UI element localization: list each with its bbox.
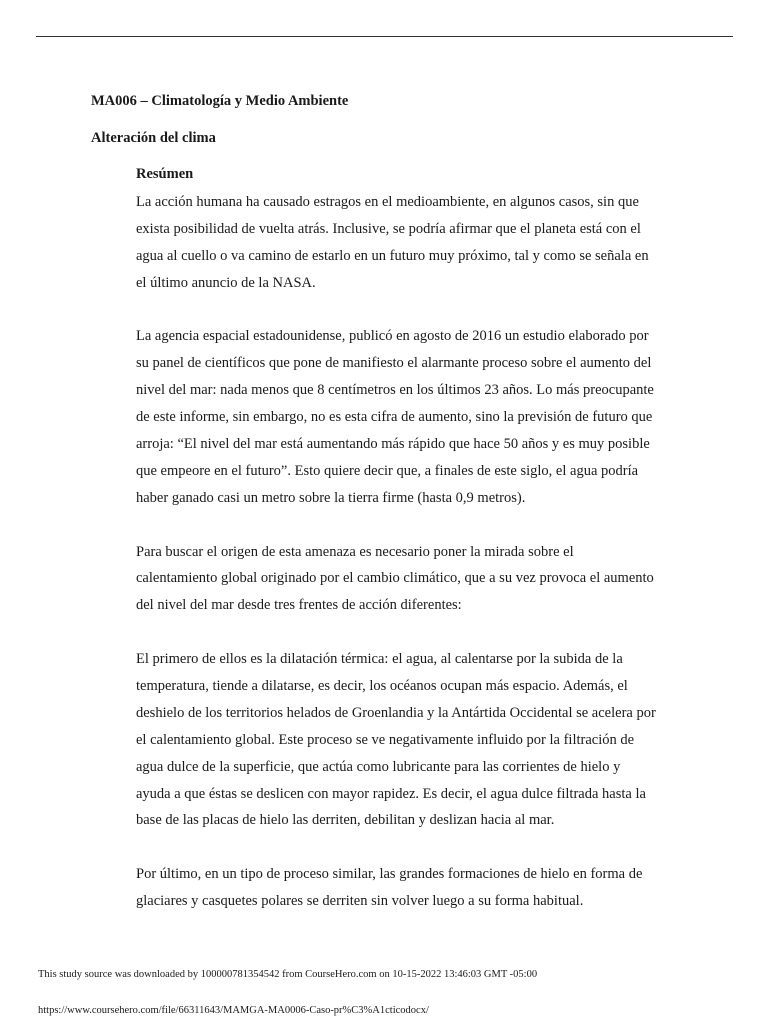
- summary-heading: Resúmen: [136, 166, 194, 182]
- text-line: haber ganado casi un metro sobre la tierra firme (hasta 0,9 metros).: [136, 489, 526, 506]
- section-title: Alteración del clima: [91, 130, 216, 146]
- text-line: su panel de científicos que pone de manifiesto el alarmante proceso sobre el aumento del: [136, 355, 652, 372]
- text-line: glaciares y casquetes polares se derriten sin volver luego a su forma habitual.: [136, 893, 584, 910]
- paragraph-4: [136, 646, 696, 834]
- text-line: arroja: “El nivel del mar está aumentando más rápido que hace 50 años y es muy posible: [136, 436, 650, 453]
- paragraph-gap: [136, 512, 696, 539]
- text-line: deshielo de los territorios helados de Groenlandia y la Antártida Occidental se acelera por: [136, 704, 656, 721]
- paragraph-1: [136, 189, 696, 297]
- paragraph-gap: [136, 619, 696, 646]
- text-line: exista posibilidad de vuelta atrás. Inclusive, se podría afirmar que el planeta está con el: [136, 220, 641, 237]
- text-line: agua al cuello o va camino de estarlo en un futuro muy próximo, tal y como se señala en: [136, 247, 649, 264]
- paragraph-5: [136, 861, 696, 915]
- text-line: el calentamiento global. Este proceso se ve negativamente influido por la filtración de: [136, 731, 635, 748]
- text-line: nivel del mar: nada menos que 8 centímetros en los últimos 23 años. Lo más preocupante: [136, 382, 654, 399]
- document-body: [136, 189, 696, 915]
- text-line: El primero de ellos es la dilatación térmica: el agua, al calentarse por la subida de la: [136, 651, 623, 668]
- text-line: base de las placas de hielo las derriten, debilitan y deslizan hacia al mar.: [136, 812, 555, 829]
- paragraph-gap: [136, 834, 696, 861]
- text-line: Para buscar el origen de esta amenaza es necesario poner la mirada sobre el: [136, 543, 574, 560]
- text-line: de este informe, sin embargo, no es esta cifra de aumento, sino la previsión de futuro que: [136, 409, 653, 426]
- course-title: MA006 – Climatología y Medio Ambiente: [91, 93, 349, 109]
- paragraph-3: [136, 539, 696, 620]
- paragraph-2: [136, 323, 696, 511]
- text-line: temperatura, tiende a dilatarse, es decir, los océanos ocupan más espacio. Además, el: [136, 678, 628, 695]
- text-line: que empeore en el futuro”. Esto quiere decir que, a finales de este siglo, el agua podría: [136, 462, 639, 479]
- text-line: Por último, en un tipo de proceso similar, las grandes formaciones de hielo en forma de: [136, 866, 643, 883]
- text-line: agua dulce de la superficie, que actúa como lubricante para las corrientes de hielo y: [136, 758, 621, 775]
- source-url: https://www.coursehero.com/file/66311643/MAMGA-MA0006-Caso-pr%C3%A1cticodocx/: [38, 1005, 429, 1016]
- text-line: ayuda a que éstas se deslicen con mayor rapidez. Es decir, el agua dulce filtrada hasta la: [136, 785, 646, 802]
- text-line: el último anuncio de la NASA.: [136, 274, 316, 291]
- text-line: La acción humana ha causado estragos en el medioambiente, en algunos casos, sin que: [136, 194, 639, 210]
- text-line: del nivel del mar desde tres frentes de acción diferentes:: [136, 597, 462, 614]
- text-line: calentamiento global originado por el cambio climático, que a su vez provoca el aumento: [136, 570, 654, 587]
- text-line: La agencia espacial estadounidense, publicó en agosto de 2016 un estudio elaborado por: [136, 328, 649, 345]
- paragraph-gap: [136, 297, 696, 324]
- download-source-note: This study source was downloaded by 100000781354542 from CourseHero.com on 10-15-2022 13:46:03 GMT -05:00: [38, 969, 538, 980]
- header-rule: [36, 36, 733, 37]
